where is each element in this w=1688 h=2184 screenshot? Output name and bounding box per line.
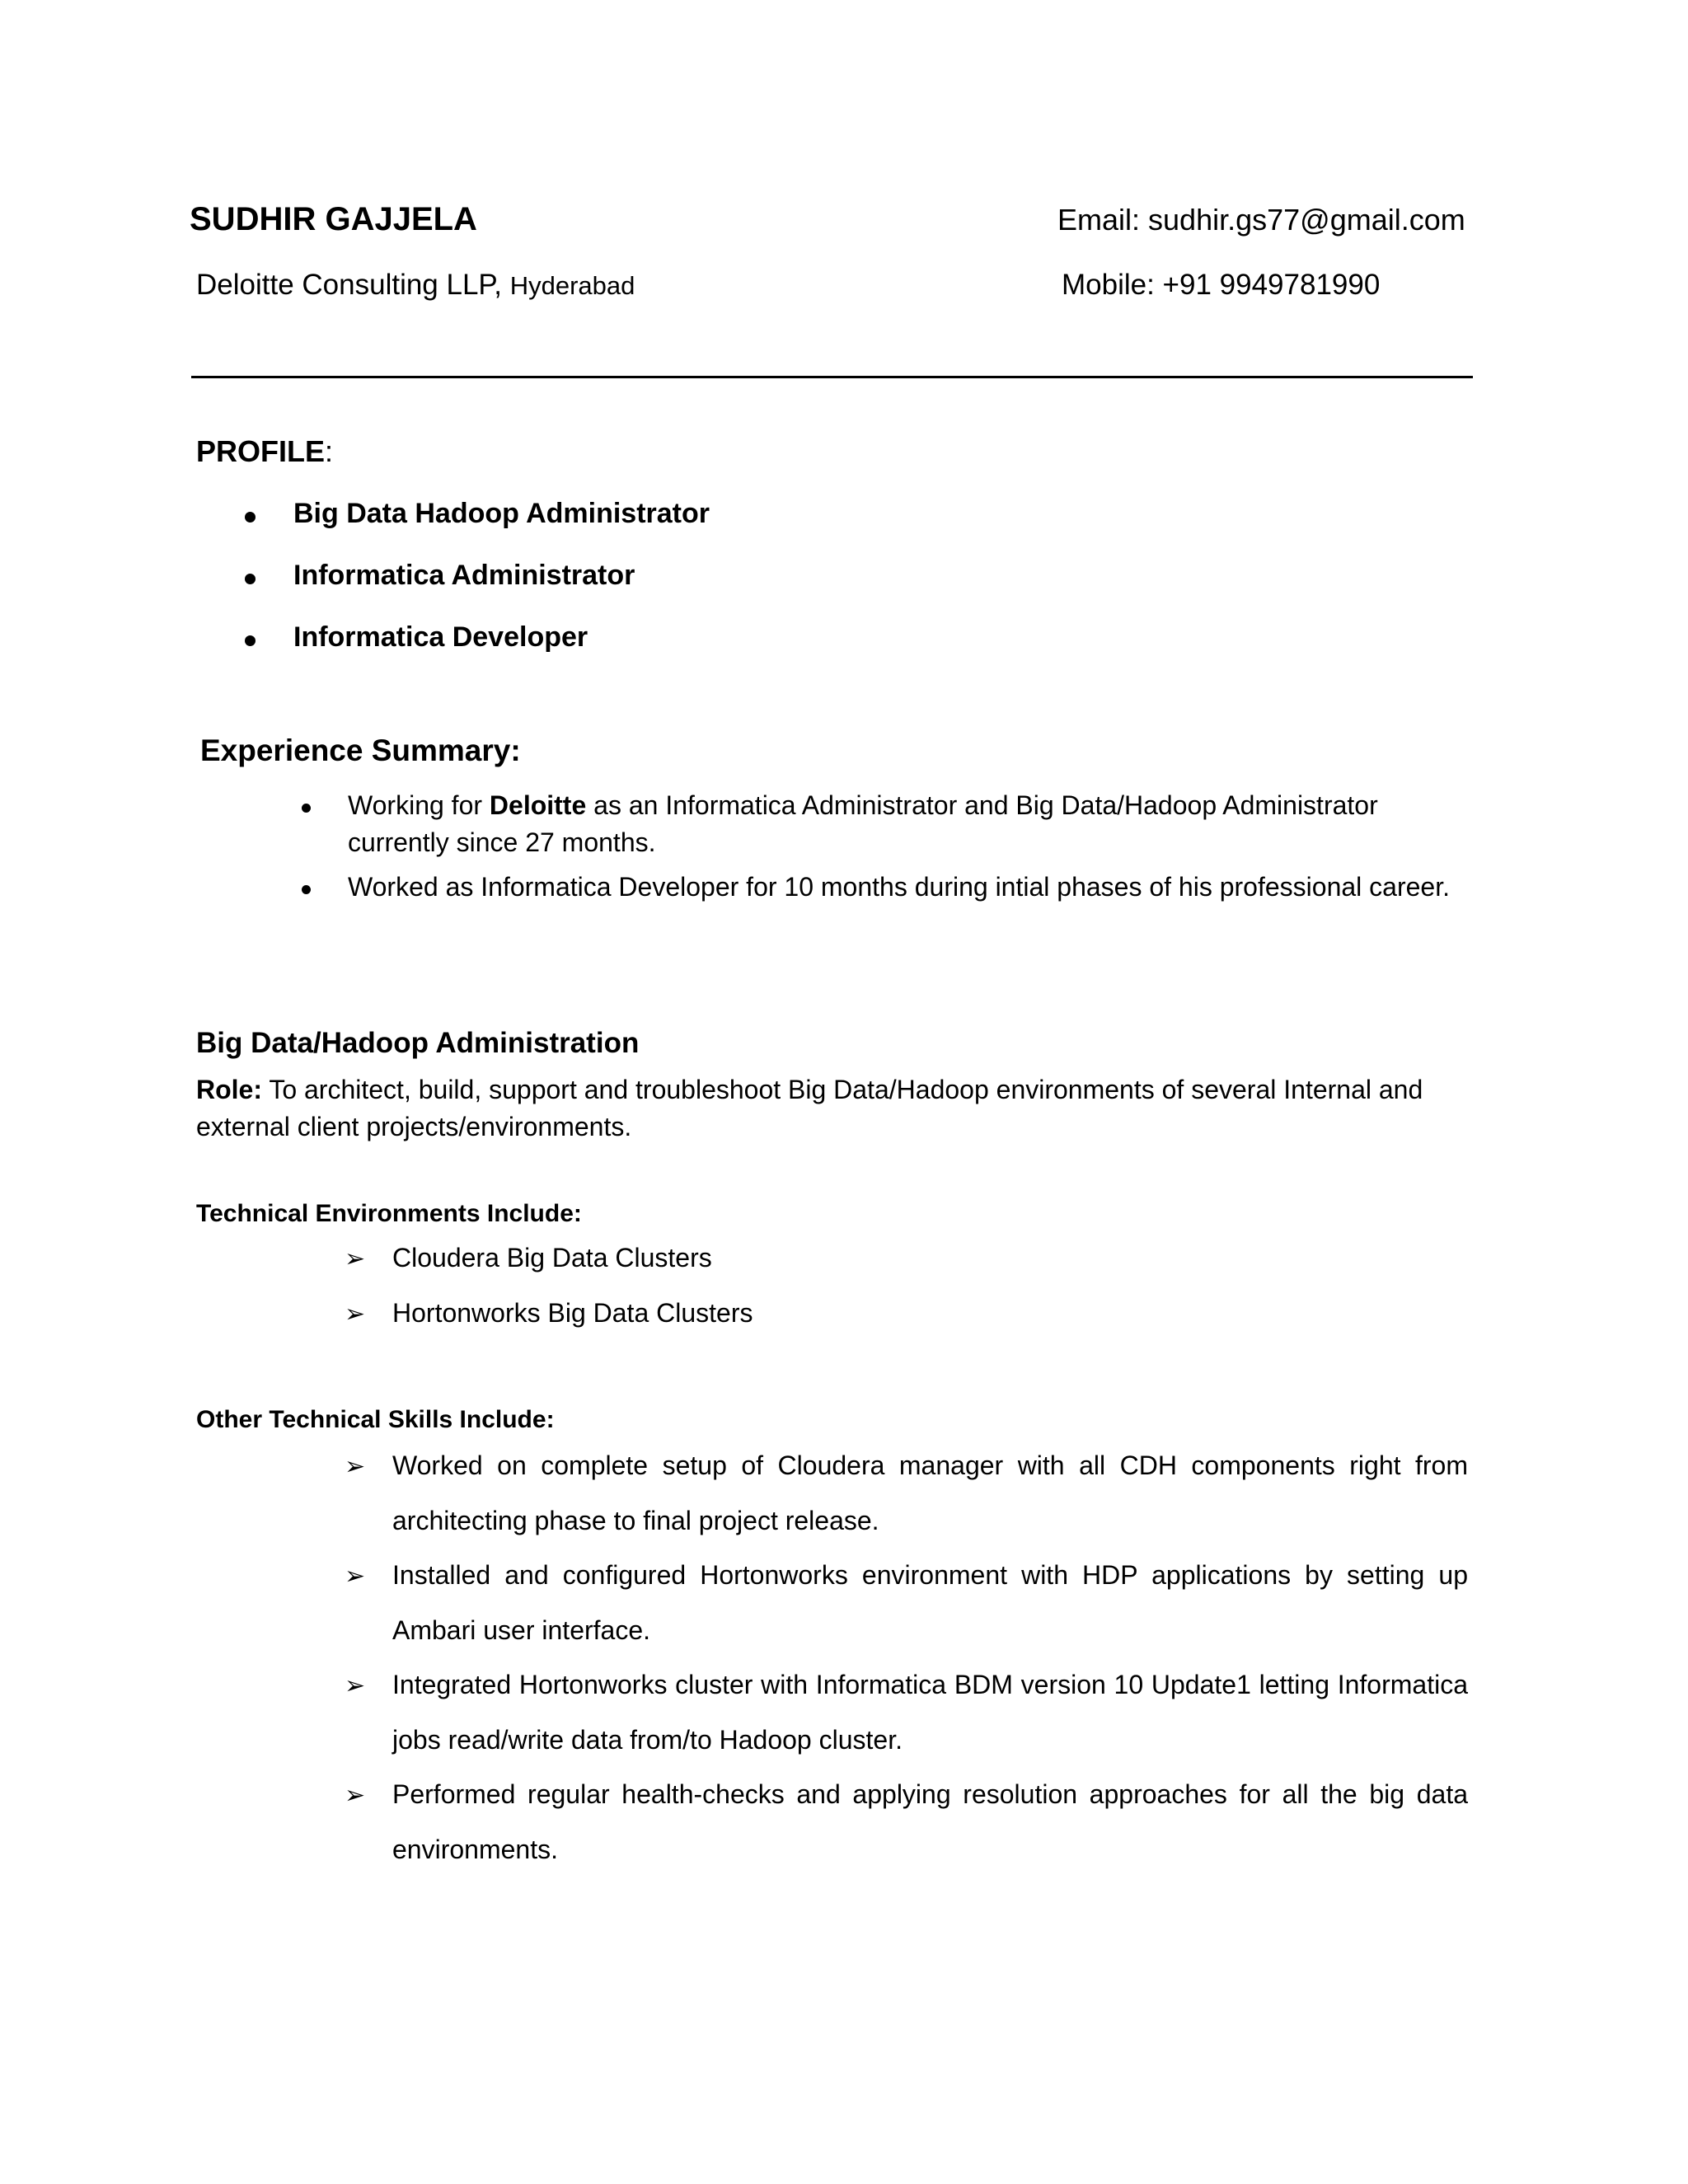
company-location: Hyderabad xyxy=(509,271,635,300)
technical-environment-item: Hortonworks Big Data Clusters xyxy=(392,1298,753,1328)
arrow-bullet-icon: ➢ xyxy=(345,1782,366,1809)
arrow-bullet-icon: ➢ xyxy=(345,1563,366,1590)
profile-heading-text: PROFILE xyxy=(196,434,326,468)
skill-item: Worked on complete setup of Cloudera manager with all CDH components right from architecting phase to final project release. xyxy=(392,1451,1468,1535)
profile-item: Informatica Developer xyxy=(293,621,588,653)
company-name: Deloitte Consulting LLP, xyxy=(196,269,502,301)
bullet-icon xyxy=(302,885,311,894)
bullet-icon xyxy=(302,804,311,813)
profile-heading-colon: : xyxy=(325,434,334,468)
company-line xyxy=(196,269,635,302)
bullet-icon xyxy=(245,574,256,584)
mobile-line: Mobile: +91 9949781990 xyxy=(1062,269,1381,301)
experience-item xyxy=(348,787,1456,861)
arrow-bullet-icon: ➢ xyxy=(345,1453,366,1480)
experience-item-text: Working for xyxy=(348,790,490,820)
header-divider xyxy=(191,376,1473,378)
technical-environment-item: Cloudera Big Data Clusters xyxy=(392,1243,712,1272)
bigdata-heading: Big Data/Hadoop Administration xyxy=(196,1027,640,1059)
arrow-bullet-icon: ➢ xyxy=(345,1245,366,1272)
bullet-icon xyxy=(245,512,256,523)
skill-item: Performed regular health-checks and applying resolution approaches for all the big data environments. xyxy=(392,1779,1468,1864)
profile-heading xyxy=(196,434,333,469)
email-line: Email: sudhir.gs77@gmail.com xyxy=(1057,203,1465,237)
other-skills-heading: Other Technical Skills Include: xyxy=(196,1406,555,1433)
experience-item-text: as an Informatica Administrator and Big Data/Hadoop Administrator currently since 27 months. xyxy=(348,790,1378,857)
candidate-name: SUDHIR GAJJELA xyxy=(190,201,477,237)
technical-environments-heading: Technical Environments Include: xyxy=(196,1200,582,1227)
arrow-bullet-icon: ➢ xyxy=(345,1672,366,1699)
role-description xyxy=(196,1071,1482,1146)
skill-item: Integrated Hortonworks cluster with Informatica BDM version 10 Update1 letting Informatica jobs read/write data from/to Hadoop cluster. xyxy=(392,1670,1468,1755)
profile-item: Informatica Administrator xyxy=(293,560,635,591)
experience-summary-heading: Experience Summary: xyxy=(200,733,521,767)
experience-item xyxy=(348,869,1456,906)
profile-item: Big Data Hadoop Administrator xyxy=(293,498,710,529)
role-label: Role: xyxy=(196,1075,262,1104)
skill-item: Installed and configured Hortonworks environment with HDP applications by setting up Ambari user interface. xyxy=(392,1560,1468,1645)
arrow-bullet-icon: ➢ xyxy=(345,1301,366,1328)
experience-item-text: Worked as Informatica Developer for 10 months during intial phases of his professional career. xyxy=(348,872,1450,902)
bullet-icon xyxy=(245,635,256,646)
experience-item-company: Deloitte xyxy=(489,790,587,820)
role-text: To architect, build, support and troubleshoot Big Data/Hadoop environments of several Internal and external client projects/environments. xyxy=(196,1075,1423,1141)
